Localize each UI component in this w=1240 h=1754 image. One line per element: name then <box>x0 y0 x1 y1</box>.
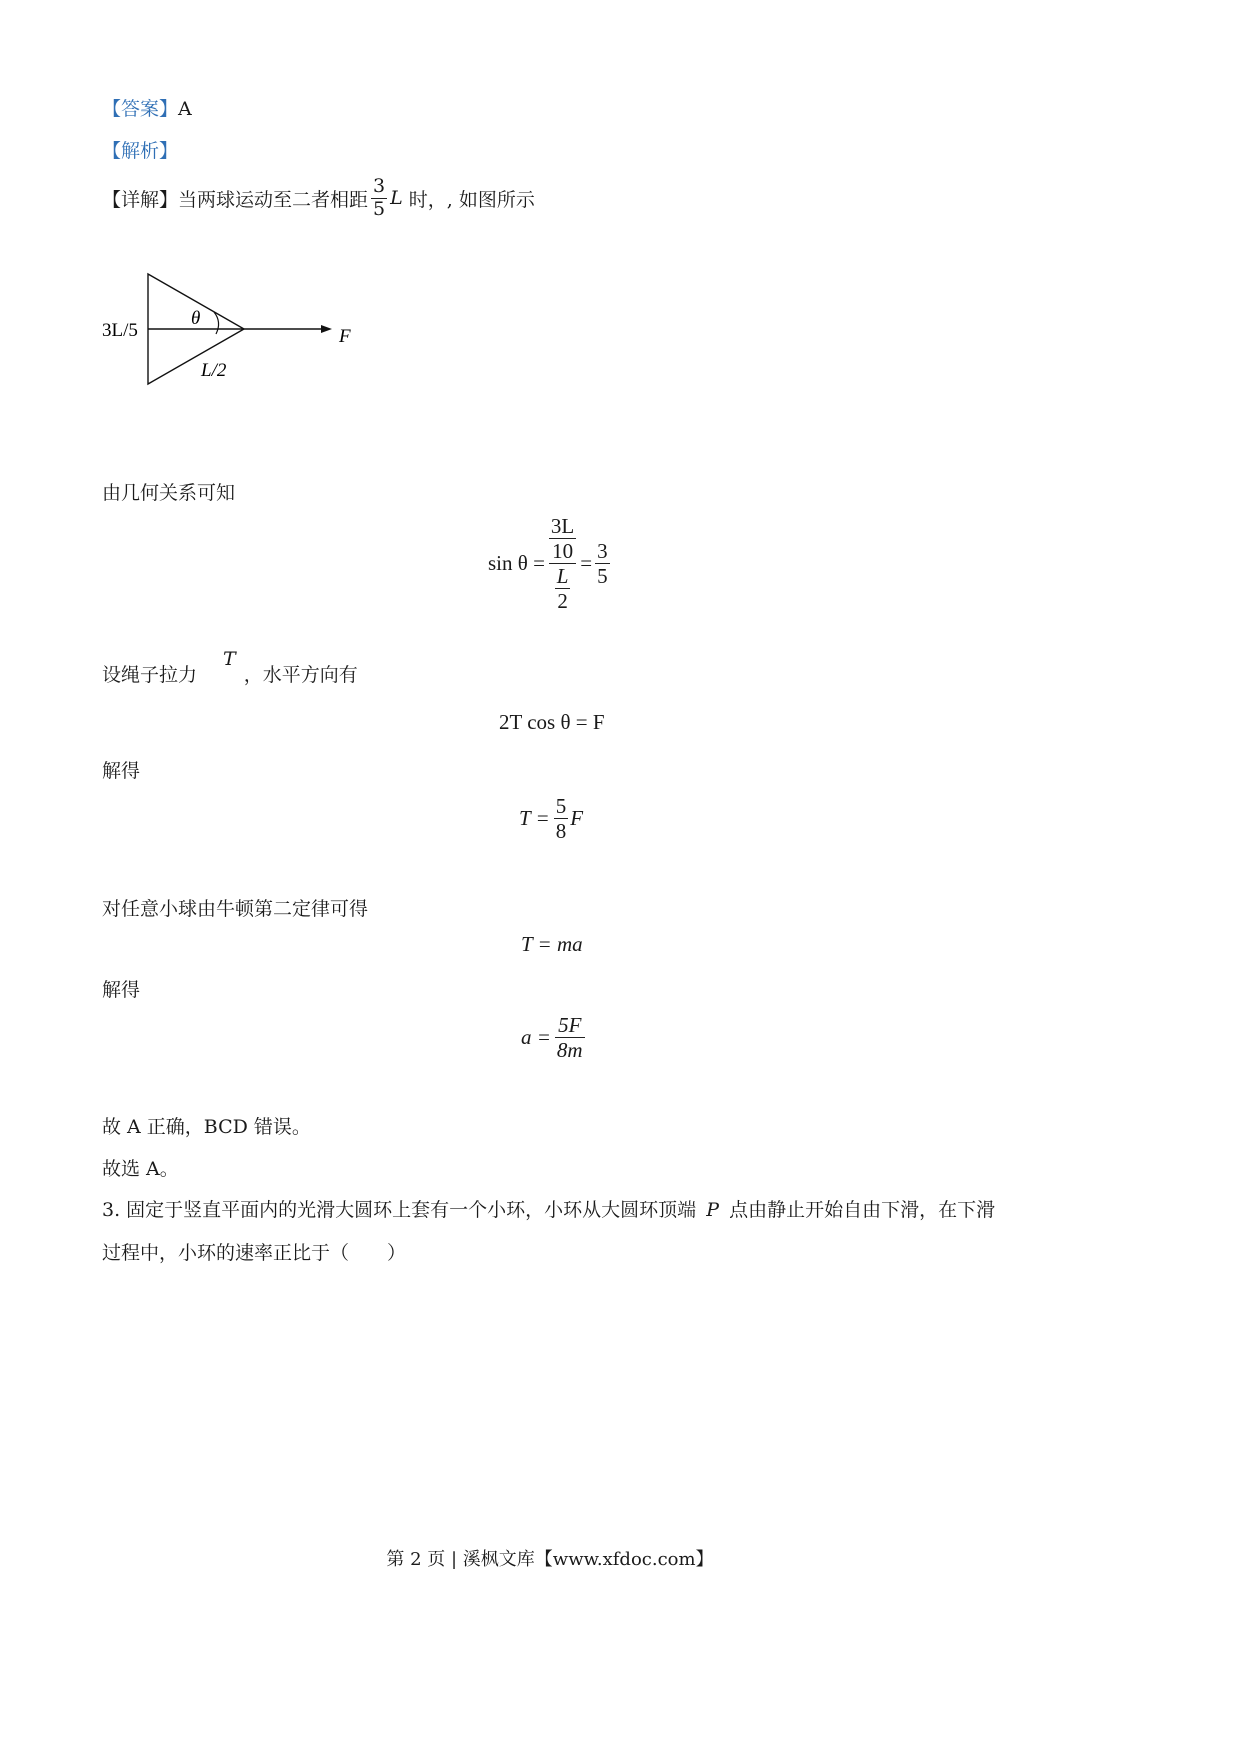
t-frac-den: 8 <box>555 819 567 844</box>
t-lhs: T = <box>519 806 550 831</box>
distance-fraction <box>371 176 387 221</box>
arrowhead-icon <box>321 325 332 333</box>
distance-frac-den: 5 <box>373 197 386 220</box>
t-var: F <box>570 806 584 831</box>
acceleration-equation <box>521 1013 585 1062</box>
distance-var: L <box>390 187 403 210</box>
detail-text-before: 当两球运动至二者相距 <box>178 188 369 211</box>
page-footer: 第 2 页 | 溪枫文库【www.xfdoc.com】 <box>386 1549 714 1570</box>
q3-line1-after: 点由静止开始自由下滑，在下滑 <box>729 1199 996 1221</box>
tension-var: T <box>223 648 236 670</box>
newton-paragraph: 对任意小球由牛顿第二定律可得 <box>102 898 369 920</box>
sin-outer-den-den: 2 <box>557 589 568 614</box>
force-diagram <box>96 266 366 396</box>
sin-lhs: sin θ = <box>488 551 545 576</box>
angle-label: θ <box>191 308 201 329</box>
force-label: F <box>339 326 351 347</box>
a-fraction <box>555 1013 585 1062</box>
tension-equation <box>519 794 583 843</box>
side-label: L/2 <box>201 360 227 381</box>
angle-arc <box>214 312 219 334</box>
sin-equation <box>488 514 610 614</box>
answer-value: A <box>178 98 192 120</box>
cos-equation: 2T cos θ = F <box>499 710 605 734</box>
geometry-paragraph: 由几何关系可知 <box>102 482 236 504</box>
tension-before: 设绳子拉力 <box>102 664 198 686</box>
answer-line <box>102 94 192 121</box>
choose-paragraph: 故选 A。 <box>102 1158 179 1180</box>
sin-rhs-den: 5 <box>597 564 608 589</box>
a-frac-num: 5F <box>558 1013 582 1037</box>
sin-inner-den: 10 <box>552 539 574 564</box>
tension-after: ，水平方向有 <box>243 664 358 686</box>
detail-line <box>102 176 535 221</box>
left-side-label: 3L/5 <box>102 320 138 341</box>
sin-inner-fraction <box>549 514 576 563</box>
q3-line1-before: 3. 固定于竖直平面内的光滑大圆环上套有一个小环，小环从大圆环顶端 <box>102 1199 697 1221</box>
sin-outer-den-num: L <box>556 564 569 589</box>
detail-label: 【详解】 <box>102 188 179 211</box>
a-lhs: a = <box>521 1025 551 1050</box>
tension-paragraph <box>102 648 358 687</box>
t-frac-num: 5 <box>555 794 567 818</box>
sin-outer-den-fraction <box>555 564 571 613</box>
sin-equals: = <box>580 551 593 576</box>
solve-label-1: 解得 <box>102 760 141 782</box>
question-3-line-1 <box>102 1195 995 1222</box>
a-frac-den: 8m <box>556 1038 583 1063</box>
sin-inner-num: 3L <box>550 514 575 538</box>
solve-label-2: 解得 <box>102 979 141 1001</box>
sin-complex-fraction <box>549 514 576 614</box>
detail-text-after: 时，, 如图所示 <box>408 188 535 211</box>
distance-frac-num: 3 <box>373 175 386 197</box>
t-fraction <box>554 794 569 843</box>
question-3-line-2: 过程中，小环的速率正比于（ ） <box>102 1242 407 1264</box>
newton-equation: T = ma <box>521 932 583 956</box>
correct-paragraph: 故 A 正确，BCD 错误。 <box>102 1116 311 1138</box>
answer-label: 【答案】 <box>102 98 179 120</box>
sin-rhs-num: 3 <box>597 539 608 564</box>
analysis-label: 【解析】 <box>102 140 179 162</box>
q3-point-var: P <box>706 1199 720 1221</box>
sin-rhs-fraction <box>595 539 610 588</box>
